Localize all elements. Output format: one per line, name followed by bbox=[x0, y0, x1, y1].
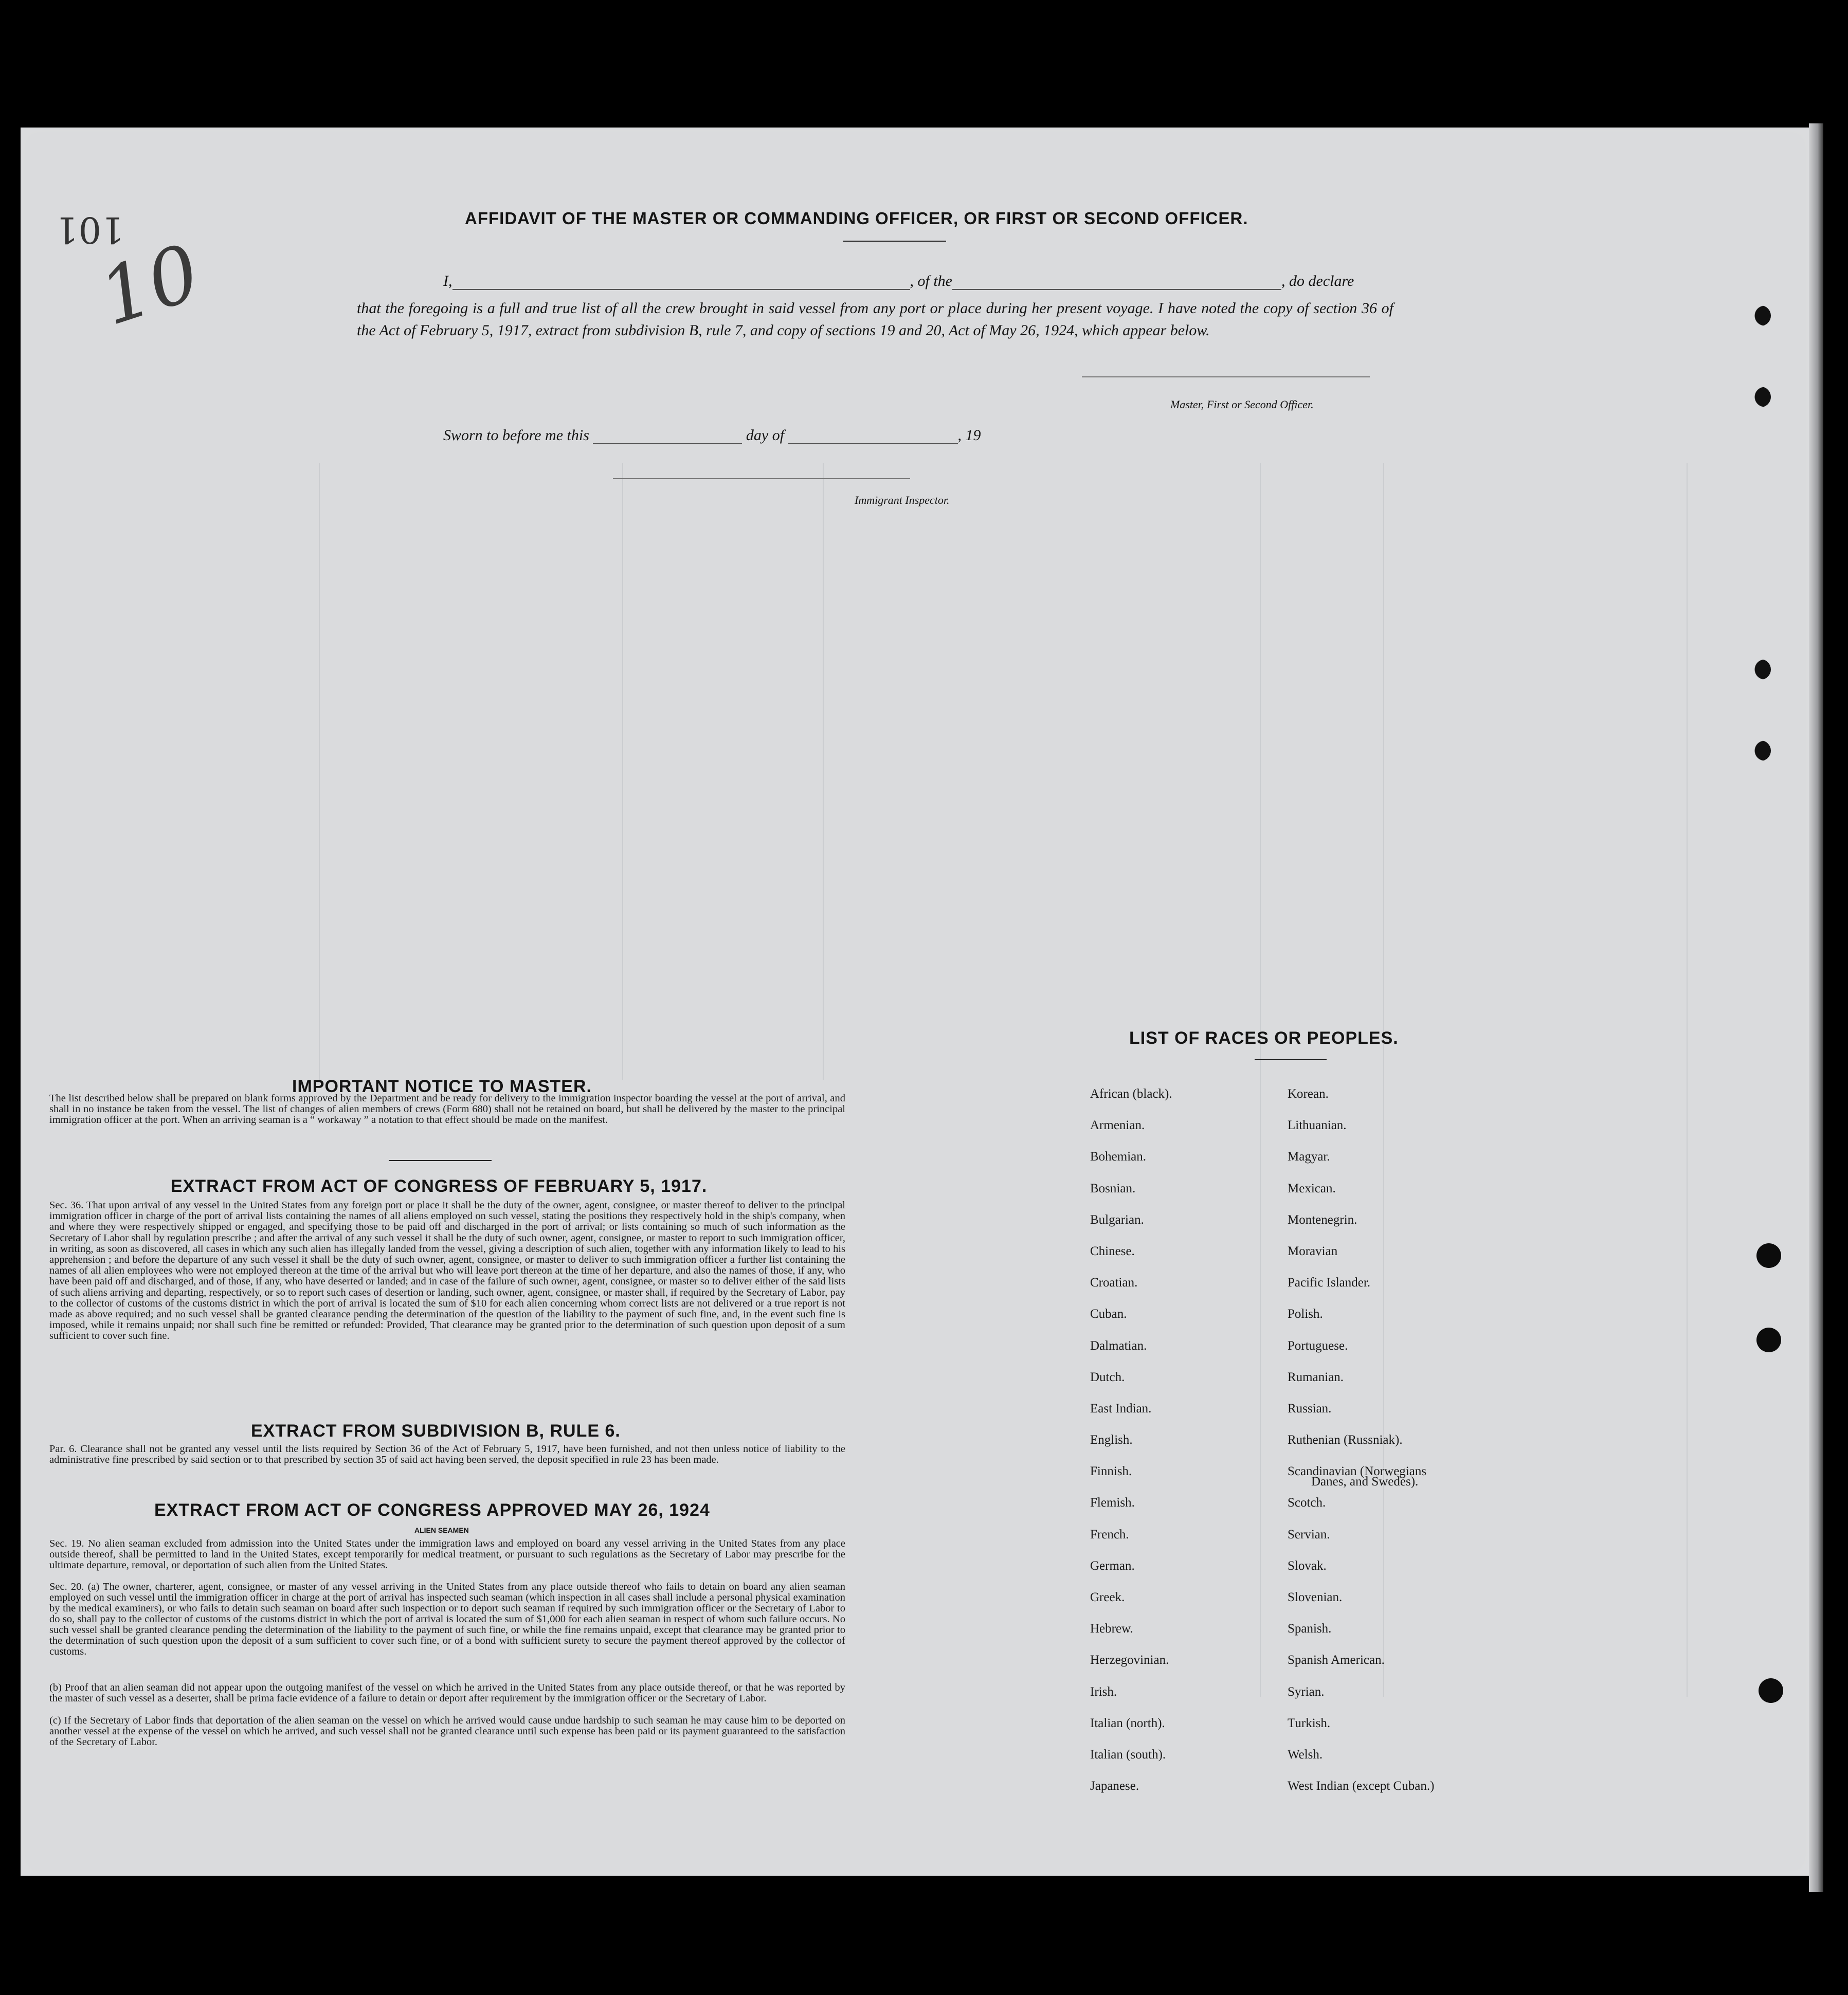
race-item: Servian. bbox=[1288, 1527, 1330, 1541]
page-edge bbox=[1809, 123, 1823, 1892]
sworn-line bbox=[443, 427, 981, 444]
race-item: Irish. bbox=[1090, 1684, 1117, 1699]
extract-rule6-title: EXTRACT FROM SUBDIVISION B, RULE 6. bbox=[251, 1421, 621, 1441]
extract-1917-title: EXTRACT FROM ACT OF CONGRESS OF FEBRUARY 5, 1917. bbox=[171, 1176, 708, 1196]
race-item: Slovenian. bbox=[1288, 1590, 1343, 1604]
sworn-month-field[interactable] bbox=[788, 428, 958, 444]
race-item: Spanish. bbox=[1288, 1622, 1332, 1636]
extract-rule6-body: Par. 6. Clearance shall not be granted any vessel until the lists required by Section 36 of the Act of February 5, 1917, have been furnished, and not then unless notice of liability to the administrative fine prescribed by said section or to that prescribed by section 35 of said act having been served, the deposit specified in rule 23 has been made. bbox=[49, 1443, 845, 1465]
sec20c-body: (c) If the Secretary of Labor finds that deportation of the alien seaman on the vessel on which he arrived would cause undue hardship to such seaman he may cause him to be deported on another vessel at the expense of the vessel on which he arrived, and such vessel shall not be granted clearance until such expense has been paid or its payment guaranteed to the satisfaction of the Secretary of Labor. bbox=[49, 1715, 845, 1748]
race-item: Welsh. bbox=[1288, 1747, 1323, 1762]
race-item: Montenegrin. bbox=[1288, 1212, 1357, 1227]
race-item: Cuban. bbox=[1090, 1307, 1127, 1321]
divider bbox=[843, 241, 946, 242]
race-item: Hebrew. bbox=[1090, 1622, 1133, 1636]
handwritten-mark: 10 bbox=[89, 227, 211, 343]
alien-seamen-subtitle: ALIEN SEAMEN bbox=[414, 1526, 469, 1534]
divider bbox=[1255, 1059, 1327, 1060]
binder-hole bbox=[1750, 740, 1771, 761]
race-item: Turkish. bbox=[1288, 1716, 1331, 1730]
race-item: Slovak. bbox=[1288, 1558, 1327, 1573]
affidavit-title: AFFIDAVIT OF THE MASTER OR COMMANDING OFFICER, OR FIRST OR SECOND OFFICER. bbox=[465, 209, 1248, 228]
extract-1924-title: EXTRACT FROM ACT OF CONGRESS APPROVED MAY 26, 1924 bbox=[154, 1500, 710, 1520]
sworn-day-field[interactable] bbox=[593, 428, 742, 444]
race-item: Herzegovinian. bbox=[1090, 1653, 1169, 1667]
affidavit-body: that the foregoing is a full and true list of all the crew brought in said vessel from any port or place during her present voyage. I have noted the copy of section 36 of the Act of February 5, 1917, extract from subdivision B, rule 7, and copy of sections 19 and 20, Act of May 26, 1924, which appear below. bbox=[357, 300, 1393, 339]
binder-hole bbox=[1756, 1243, 1781, 1268]
notice-title: IMPORTANT NOTICE TO MASTER. bbox=[292, 1077, 592, 1096]
race-item: Italian (north). bbox=[1090, 1716, 1165, 1730]
sworn-year-label: , 19 bbox=[957, 427, 981, 444]
race-item: East Indian. bbox=[1090, 1401, 1152, 1416]
vessel-name-field[interactable] bbox=[952, 274, 1281, 290]
race-item: Moravian bbox=[1288, 1244, 1338, 1258]
race-item: Magyar. bbox=[1288, 1150, 1330, 1164]
race-item: Croatian. bbox=[1090, 1276, 1138, 1290]
races-left-column bbox=[1090, 1087, 1172, 1810]
race-item: West Indian (except Cuban.) bbox=[1288, 1779, 1435, 1793]
binder-hole bbox=[1759, 1678, 1783, 1703]
race-item: Lithuanian. bbox=[1288, 1118, 1347, 1133]
binder-hole bbox=[1750, 659, 1771, 680]
sec20b-body: (b) Proof that an alien seaman did not appear upon the outgoing manifest of the vessel on which he arrived in the United States from any place outside thereof, or that he was reported by the master of such vessel as a deserter, shall be prima facie evidence of a failure to detain or deport after requirement by the immigration officer or the Secretary of Labor. bbox=[49, 1682, 845, 1704]
race-item: Armenian. bbox=[1090, 1118, 1145, 1133]
races-scandinavian-continuation: Danes, and Swedes). bbox=[1311, 1475, 1419, 1489]
race-item: Pacific Islander. bbox=[1288, 1276, 1371, 1290]
race-item: Polish. bbox=[1288, 1307, 1323, 1321]
do-declare-label: , do declare bbox=[1281, 273, 1354, 289]
inspector-signature-line[interactable] bbox=[613, 478, 910, 479]
of-the-label: , of the bbox=[910, 273, 952, 289]
race-item: Bohemian. bbox=[1090, 1150, 1147, 1164]
races-title: LIST OF RACES OR PEOPLES. bbox=[1129, 1028, 1399, 1048]
race-item: Greek. bbox=[1090, 1590, 1125, 1604]
race-item: English. bbox=[1090, 1433, 1133, 1447]
race-item: Mexican. bbox=[1288, 1181, 1336, 1195]
race-item: Korean. bbox=[1288, 1087, 1329, 1101]
race-item: Portuguese. bbox=[1288, 1338, 1348, 1353]
signature-caption: Master, First or Second Officer. bbox=[1170, 398, 1314, 411]
race-item: Bulgarian. bbox=[1090, 1212, 1144, 1227]
inspector-caption: Immigrant Inspector. bbox=[855, 494, 950, 506]
race-item: Scotch. bbox=[1288, 1496, 1326, 1510]
signature-line[interactable] bbox=[1082, 376, 1370, 377]
binder-hole bbox=[1750, 387, 1771, 407]
notice-body: The list described below shall be prepared on blank forms approved by the Department and be ready for delivery to the immigration inspector boarding the vessel at the port of arrival, and shall in no instance be taken from the vessel. The list of changes of alien members of crews (Form 680) shall not be retained on board, but shall be delivered by the master to the principal immigration officer at the port. When an arriving seaman is a “ workaway ” a notation to that effect should be made on the manifest. bbox=[49, 1093, 845, 1126]
declarant-name-field[interactable] bbox=[452, 274, 910, 290]
race-item: Chinese. bbox=[1090, 1244, 1135, 1258]
race-item: Finnish. bbox=[1090, 1464, 1132, 1479]
race-item: Spanish American. bbox=[1288, 1653, 1385, 1667]
sworn-day-label: day of bbox=[746, 427, 785, 444]
handwritten-page-number: 101 bbox=[56, 209, 124, 251]
race-item: Syrian. bbox=[1288, 1684, 1325, 1699]
binder-hole bbox=[1756, 1328, 1781, 1352]
race-item: Ruthenian (Russniak). bbox=[1288, 1433, 1403, 1447]
race-item: French. bbox=[1090, 1527, 1129, 1541]
race-item: Japanese. bbox=[1090, 1779, 1139, 1793]
race-item: Russian. bbox=[1288, 1401, 1332, 1416]
race-item: Flemish. bbox=[1090, 1496, 1135, 1510]
race-item: Dutch. bbox=[1090, 1370, 1125, 1384]
race-item: German. bbox=[1090, 1558, 1135, 1573]
race-item: Rumanian. bbox=[1288, 1370, 1344, 1384]
sec19-body: Sec. 19. No alien seaman excluded from admission into the United States under the immigration laws and employed on board any vessel arriving in the United States from any place outside thereof, shall be permitted to land in the United States, except temporarily for medical treatment, or pursuant to such regulations as the Secretary of Labor may prescribe for the ultimate departure, removal, or deportation of such alien from the United States. bbox=[49, 1538, 845, 1571]
declarant-prefix: I, bbox=[443, 273, 452, 289]
race-item: Scandinavian (Norwegians bbox=[1288, 1464, 1427, 1479]
race-item: Dalmatian. bbox=[1090, 1338, 1147, 1353]
binder-hole bbox=[1750, 305, 1771, 326]
divider bbox=[389, 1160, 492, 1161]
extract-1917-body: Sec. 36. That upon arrival of any vessel in the United States from any foreign port or place it shall be the duty of the owner, agent, consignee, or master thereof to deliver to the principal immigration officer in charge of the port of arrival lists containing the names of all aliens employed on such vessel, stating the positions they respectively hold in the ship's company, when and where they were respectively shipped or engaged, and specifying those to be paid off and discharged in the port of arrival; or lists containing so much of such information as the Secretary of Labor shall by regulation prescribe ; and after the arrival of any such vessel it shall be the duty of such owner, agent, consignee, or master to report to such immigration officer, in writing, as soon as discovered, all cases in which any such alien has illegally landed from the vessel, giving a description of such alien, together with any information likely to lead to his apprehension ; and before the departure of any such vessel it shall be the duty of such owner, agent, consignee, or master to deliver to such immigration officer a further list containing the names of all alien employees who were not employed thereon at the time of the arrival but who will leave port thereon at the time of her departure, and also the names of those, if any, who have been paid off and discharged, and of those, if any, who have deserted or landed; and in case of the failure of such owner, agent, consignee, or master so to deliver either of the said lists of such aliens arriving and departing, respectively, or so to report such cases of desertion or landing, such owner, agent, consignee, or master shall, if required by the Secretary of Labor, pay to the collector of customs of the customs district in which the port of arrival is located the sum of $10 for each alien concerning whom correct lists are not delivered or a true report is not made as above required; and no such vessel shall be granted clearance pending the determination of the question of the liability to the payment of such fine, and, in the event such fine is imposed, while it remains unpaid; nor shall such fine be remitted or refunded: Provided, That clearance may be granted prior to the determination of such question upon deposit of a sum sufficient to cover such fine. bbox=[49, 1200, 845, 1342]
race-item: African (black). bbox=[1090, 1087, 1172, 1101]
affidavit-declaration-line bbox=[443, 273, 1354, 290]
races-right-column bbox=[1288, 1087, 1434, 1810]
sworn-prefix: Sworn to before me this bbox=[443, 427, 589, 444]
sec20a-body: Sec. 20. (a) The owner, charterer, agent, consignee, or master of any vessel arriving in the United States from any place outside thereof who fails to detain on board any alien seaman employed on such vessel until the immigration officer in charge at the port of arrival has inspected such seaman (which inspection in all cases shall include a personal physical examination by the medical examiners), or who fails to detain such seaman on board after such inspection or to deport such seaman if required by such immigration officer or the Secretary of Labor to do so, shall pay to the collector of customs of the customs district in which the port of arrival is located the sum of $1,000 for each alien seaman in respect of whom such failure occurs. No such vessel shall be granted clearance pending the determination of the liability to the payment of such fine, or while the fine remains unpaid, except that clearance may be granted prior to the determination of such question upon the deposit of a sum sufficient to cover such fine, or of a bond with sufficient surety to secure the payment thereof approved by the collector of customs. bbox=[49, 1581, 845, 1657]
race-item: Bosnian. bbox=[1090, 1181, 1136, 1195]
race-item: Italian (south). bbox=[1090, 1747, 1166, 1762]
